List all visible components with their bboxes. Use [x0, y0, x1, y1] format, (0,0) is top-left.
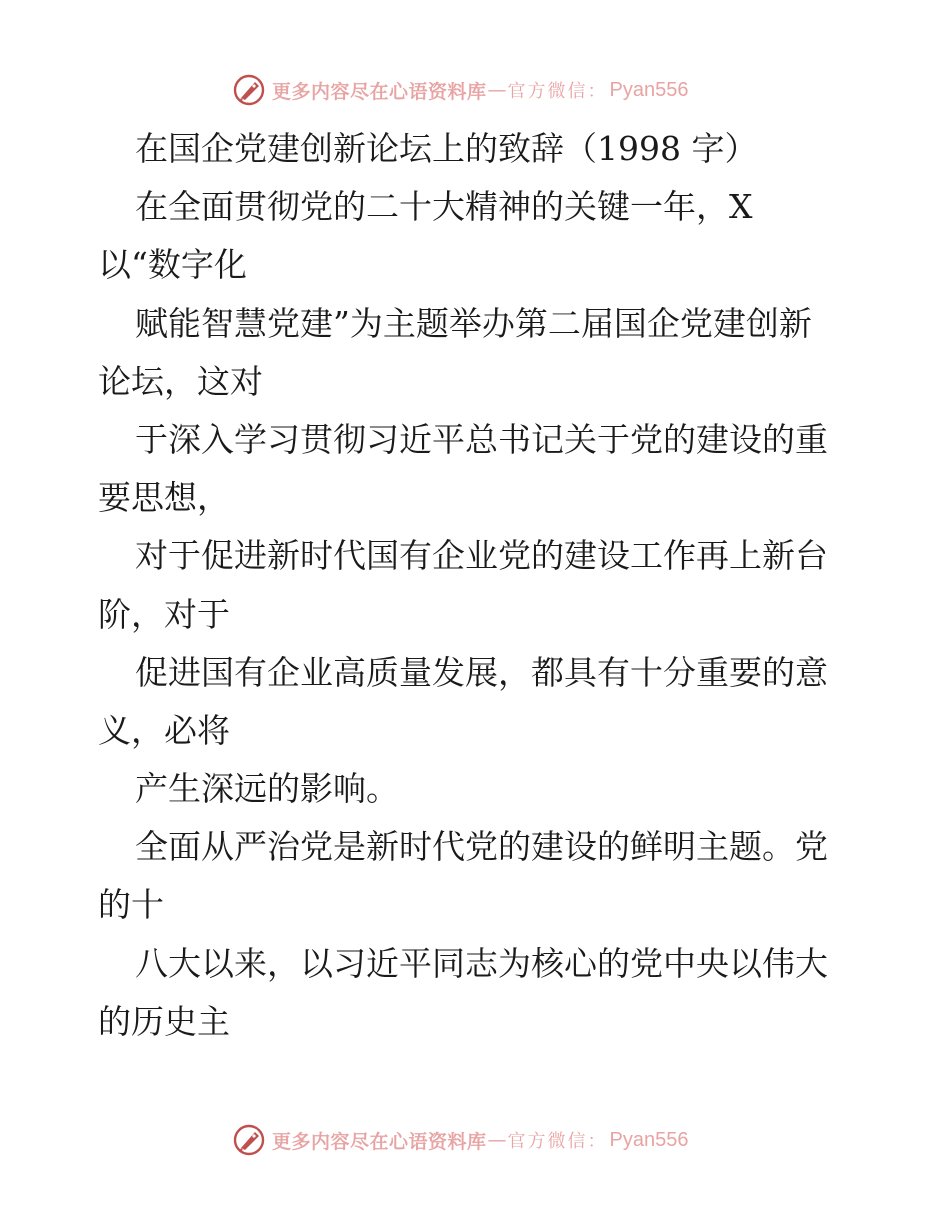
watermark-wechat-id: Pyan556: [609, 1128, 689, 1151]
body-line: 对于促进新时代国有企业党的建设工作再上新台: [135, 536, 828, 576]
watermark-main-text: 更多内容尽在心语资料库: [272, 80, 487, 103]
body-line: 要思想，: [98, 478, 230, 518]
watermark-wechat-label: 官方微信：: [507, 81, 608, 102]
pen-nib-seal-icon: [232, 1123, 266, 1157]
body-line: 以“数字化: [98, 245, 247, 285]
header-watermark: [232, 70, 688, 110]
footer-watermark: [232, 1120, 688, 1160]
body-line: 全面从严治党是新时代党的建设的鲜明主题。党: [135, 827, 828, 867]
document-title: 在国企党建创新论坛上的致辞（1998 字）: [135, 129, 758, 168]
pen-nib-seal-icon: [232, 73, 266, 107]
body-line: 八大以来，以习近平同志为核心的党中央以伟大: [135, 943, 828, 983]
watermark-separator: —: [487, 79, 507, 101]
watermark-wechat-label: 官方微信：: [507, 1131, 608, 1152]
body-line: 的历史主: [98, 1001, 230, 1041]
document-body: [98, 120, 858, 1051]
body-line: 于深入学习贯彻习近平总书记关于党的建设的重: [135, 419, 828, 459]
body-line: 论坛，这对: [98, 361, 263, 401]
body-line: 产生深远的影响。: [135, 769, 399, 809]
body-line: 的十: [98, 885, 164, 925]
watermark-wechat-id: Pyan556: [609, 78, 689, 101]
body-line: 阶，对于: [98, 594, 230, 634]
body-line: 赋能智慧党建”为主题举办第二届国企党建创新: [135, 303, 812, 343]
watermark-separator: —: [487, 1129, 507, 1151]
body-line: 义，必将: [98, 710, 230, 750]
body-line: 促进国有企业高质量发展，都具有十分重要的意: [135, 652, 828, 692]
body-line: 在全面贯彻党的二十大精神的关键一年，X: [135, 187, 753, 227]
watermark-main-text: 更多内容尽在心语资料库: [272, 1130, 487, 1153]
